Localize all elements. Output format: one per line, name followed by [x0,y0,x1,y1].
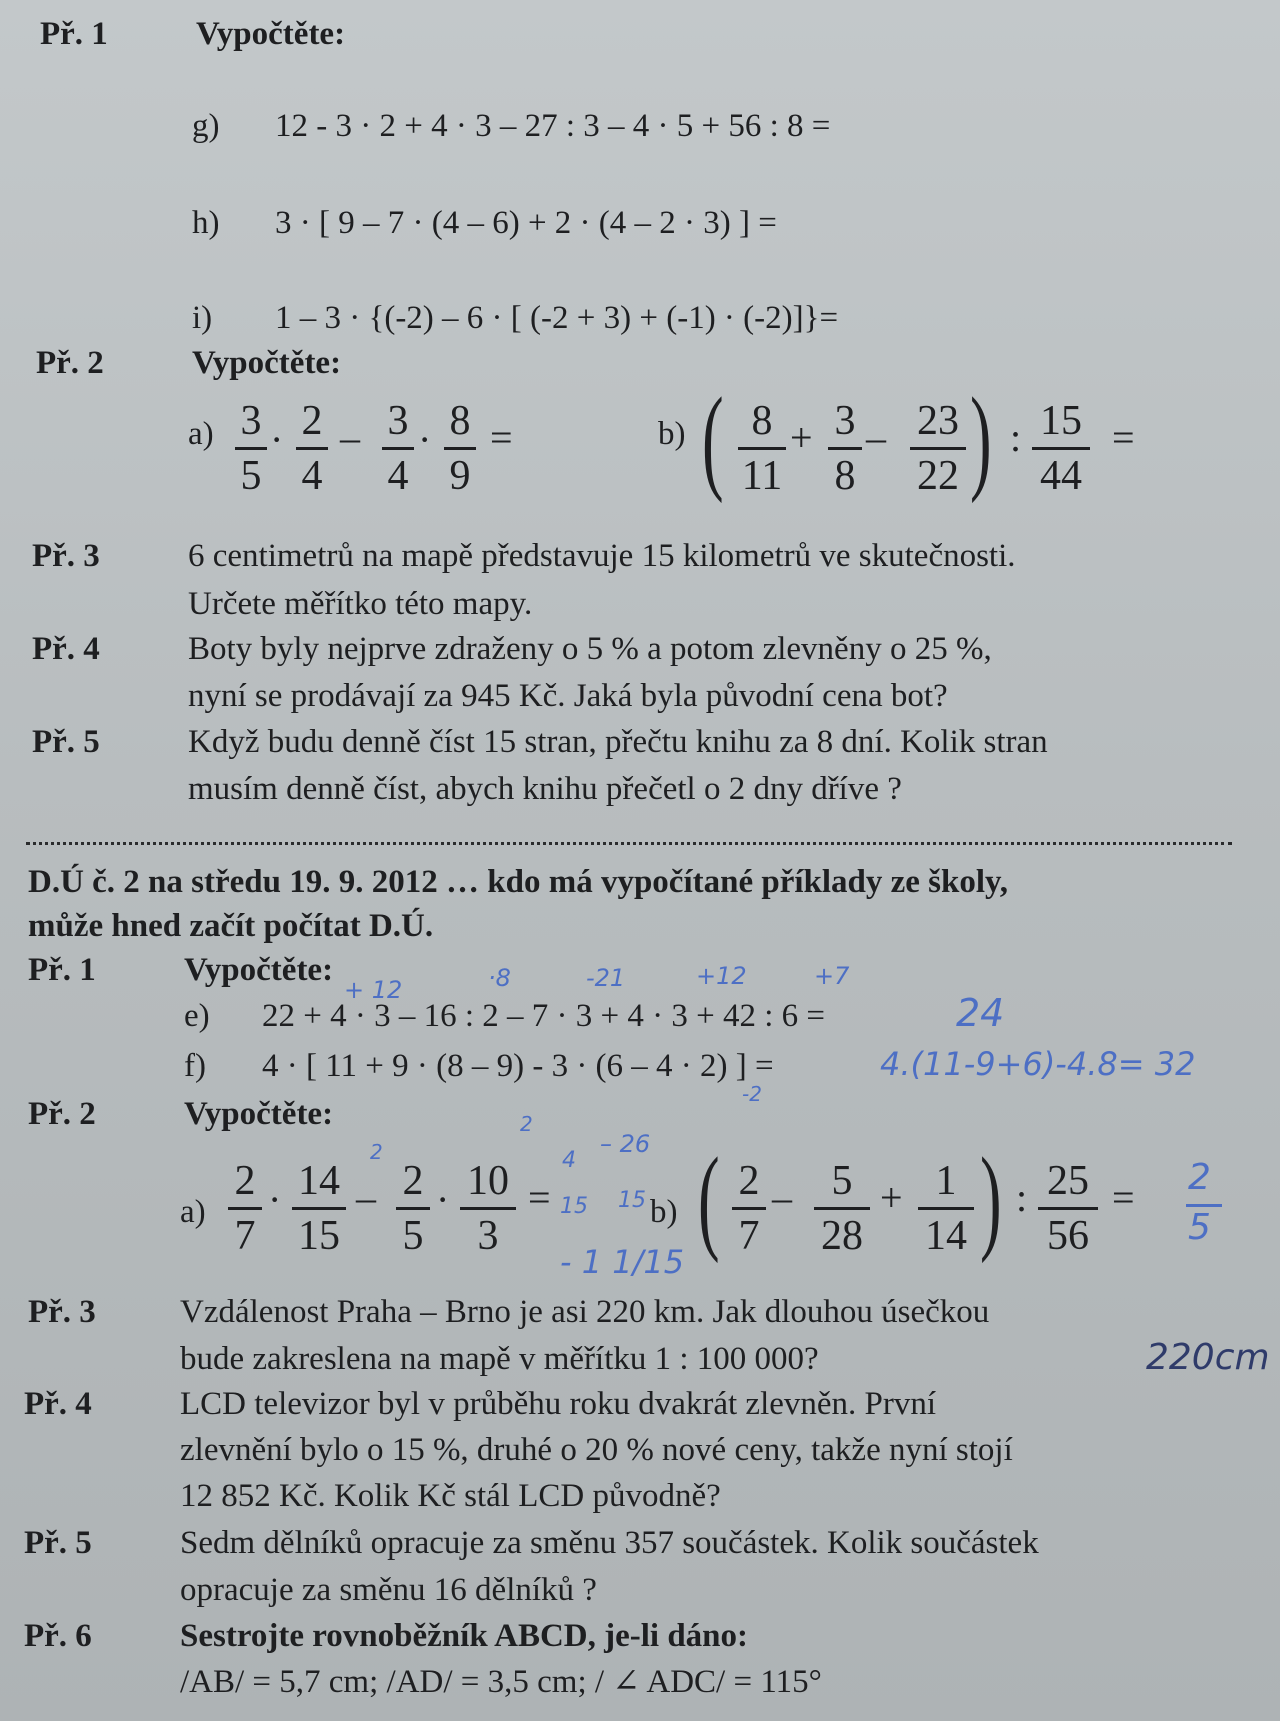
exercise-text: Boty byly nejprve zdraženy o 5 % a potom zlevněny o 25 %, [188,631,992,667]
item-letter: b) [658,416,686,452]
math-expression: 1 – 3 · {(-2) – 6 · [ (-2 + 3) + (-1) · (-2)]}= [275,300,839,336]
handwritten-answer: 220cm [1146,1337,1270,1378]
exercise-text: Sedm dělníků opracuje za směnu 357 součástek. Kolik součástek [180,1525,1039,1561]
fraction: $\frac{3}{8}$ [828,400,862,497]
fraction: $\frac{25}{56}$ [1038,1160,1098,1257]
exercise-title: Vypočtěte: [196,16,346,52]
exercise-label: Př. 2 [36,345,104,381]
handwritten-note: - 1 1/15 [560,1243,685,1281]
exercise-label: Př. 2 [28,1096,96,1132]
item-letter: b) [650,1194,678,1230]
math-expression: 3 · [ 9 – 7 · (4 – 6) + 2 · (4 – 2 · 3) ] = [275,205,777,241]
handwritten-answer: 4.(11-9+6)-4.8= 32 [880,1045,1196,1083]
fraction: $\frac{14}{15}$ [292,1160,346,1257]
exercise-title: Vypočtěte: [184,1096,334,1132]
fraction: $\frac{15}{44}$ [1032,400,1090,497]
fraction: $\frac{2}{7}$ [732,1160,766,1257]
handwritten-note: ·8 [488,964,511,992]
exercise-text: /AB/ = 5,7 cm; /AD/ = 3,5 cm; / ∠ ADC/ = 115° [180,1664,822,1700]
fraction: $\frac{23}{22}$ [910,400,966,497]
exercise-text: 6 centimetrů na mapě představuje 15 kilometrů ve skutečnosti. [188,538,1016,574]
exercise-label: Př. 4 [32,631,100,667]
handwritten-note: 15 [560,1194,588,1219]
exercise-text: Určete měřítko této mapy. [188,586,533,622]
math-expression: 12 - 3 · 2 + 4 · 3 – 27 : 3 – 4 · 5 + 56 : 8 = [275,108,831,144]
handwritten-note: – 26 [600,1130,651,1158]
fraction: $\frac{3}{5}$ [235,400,267,497]
fraction: $\frac{5}{28}$ [814,1160,870,1257]
fraction: $\frac{2}{5}$ [396,1160,430,1257]
item-letter: f) [184,1048,206,1084]
fraction: $\frac{3}{4}$ [382,400,414,497]
exercise-text: bude zakreslena na mapě v měřítku 1 : 100 000? [180,1341,819,1377]
fraction: $\frac{2}{7}$ [228,1160,262,1257]
handwritten-note: +7 [814,962,850,990]
fraction: $\frac{1}{14}$ [918,1160,974,1257]
handwritten-note: 2 [370,1140,383,1164]
handwritten-note: + 12 [344,976,403,1004]
exercise-label: Př. 3 [32,538,100,574]
exercise-label: Př. 6 [24,1618,92,1654]
homework-heading: D.Ú č. 2 na středu 19. 9. 2012 … kdo má vypočítané příklady ze školy, [28,864,1008,900]
homework-heading: může hned začít počítat D.Ú. [28,908,434,944]
math-expression: 22 + 4 · 3 – 16 : 2 – 7 · 3 + 4 · 3 + 42 : 6 = [262,998,825,1034]
item-letter: a) [180,1194,206,1230]
exercise-label: Př. 5 [24,1525,92,1561]
exercise-label: Př. 4 [24,1386,92,1422]
exercise-text: opracuje za směnu 16 dělníků ? [180,1572,597,1608]
exercise-title: Vypočtěte: [184,952,334,988]
item-letter: i) [192,300,213,336]
handwritten-answer: 24 [956,991,1005,1035]
exercise-text: 12 852 Kč. Kolik Kč stál LCD původně? [180,1478,721,1514]
exercise-title: Sestrojte rovnoběžník ABCD, je-li dáno: [180,1618,749,1654]
exercise-text: Když budu denně číst 15 stran, přečtu knihu za 8 dní. Kolik stran [188,724,1048,760]
item-letter: a) [188,416,214,452]
fraction: $\frac{8}{11}$ [738,400,786,497]
exercise-label: Př. 1 [40,16,108,52]
exercise-text: zlevnění bylo o 15 %, druhé o 20 % nové ceny, takže nyní stojí [180,1432,1013,1468]
exercise-title: Vypočtěte: [192,345,342,381]
exercise-label: Př. 5 [32,724,100,760]
fraction: $\frac{8}{9}$ [444,400,476,497]
worksheet-page: Př. 1 Vypočtěte: g) 12 - 3 · 2 + 4 · 3 – 27 : 3 – 4 · 5 + 56 : 8 = h) 3 · [ 9 – 7 · (4 – 6) + 2 · (4 – 2 · 3) ] = i) 1 – 3 · {(-2) – 6 · [ (-2 + 3) + (-1) · (-2)]}= Př. 2 Vypočtěte: a) $\frac{3}{5}$ · $\frac{2}{4}$ – $\frac{3}{4}$ · $\frac{8}{9}$ = b) ( $\frac{8}{11}$ + $\frac{3}{8}$ – $\frac{23}{22}$ ) : $\frac{15}{44}$ = Př. 3 6 centimetrů na mapě představuje 15 kilometrů ve skutečnosti. Určete měřítko této mapy. Př. 4 Boty byly nejprve zdraženy o 5 % a potom zlevněny o 25 %, nyní se prodávají za 945 Kč. Jaká byla původní cena bot? Př. 5 Když budu denně číst 15 stran, přečtu knihu za 8 dní. Kolik stran musím denně číst, abych knihu přečetl o 2 dny dříve ? D.Ú č. 2 na středu 19. 9. 2012 … kdo má vypočítané příklady ze školy, může hned začít počítat D.Ú. Př. 1 Vypočtěte: e) 22 + 4 · 3 – 16 : 2 – 7 · 3 + 4 · 3 + 42 : 6 = f) 4 · [ 11 + 9 · (8 – 9) - 3 · (6 – 4 · 2) ] = Př. 2 Vypočtěte: a) $\frac{2}{7}$ · $\frac{14}{15}$ – $\frac{2}{5}$ · $\frac{10}{3}$ = b) ( $\frac{2}{7}$ – $\frac{5}{28}$ + $\frac{1}{14}$ ) : $\frac{25}{56}$ = Př. 3 Vzdálenost Praha – Brno je asi 220 km. Jak dlouhou úsečkou bude zakreslena na mapě v měřítku 1 : 100 000? Př. 4 LCD televizor byl v průběhu roku dvakrát zlevněn. První zlevnění bylo o 15 %, druhé o 20 % nové ceny, takže nyní stojí 12 852 Kč. Kolik Kč stál LCD původně? Př. 5 Sedm dělníků opracuje za směnu 357 součástek. Kolik součástek opracuje za směnu 16 dělníků ? Př. 6 Sestrojte rovnoběžník ABCD, je-li dáno: /AB/ = 5,7 cm; /AD/ = 3,5 cm; / ∠ ADC/ = 115° + 12 ·8 -21 +12 +7 24 4.(11-9+6)-4.8= 32 -2 2 2 4 15 – 26 15 - 1 1/15 2 5 220cm [0,0,1280,1721]
handwritten-note: 15 [618,1188,646,1213]
exercise-text: Vzdálenost Praha – Brno je asi 220 km. Jak dlouhou úsečkou [180,1294,990,1330]
item-letter: h) [192,205,220,241]
fraction: $\frac{10}{3}$ [460,1160,516,1257]
handwritten-note: 4 [562,1148,576,1173]
dotted-separator [26,842,1232,845]
exercise-text: nyní se prodávají za 945 Kč. Jaká byla původní cena bot? [188,678,948,714]
exercise-label: Př. 1 [28,952,96,988]
handwritten-answer: 2 [1188,1157,1211,1198]
exercise-text: musím denně číst, abych knihu přečetl o 2 dny dříve ? [188,771,902,807]
handwritten-note: +12 [696,962,747,990]
handwritten-note: -21 [586,964,626,992]
fraction: $\frac{2}{4}$ [296,400,328,497]
item-letter: e) [184,998,210,1034]
handwritten-note: -2 [742,1082,762,1106]
math-expression: 4 · [ 11 + 9 · (8 – 9) - 3 · (6 – 4 · 2) ] = [262,1048,774,1084]
item-letter: g) [192,108,220,144]
handwritten-note: 2 [520,1112,533,1136]
exercise-text: LCD televizor byl v průběhu roku dvakrát zlevněn. První [180,1386,937,1422]
exercise-label: Př. 3 [28,1294,96,1330]
handwritten-answer: 5 [1188,1207,1211,1248]
